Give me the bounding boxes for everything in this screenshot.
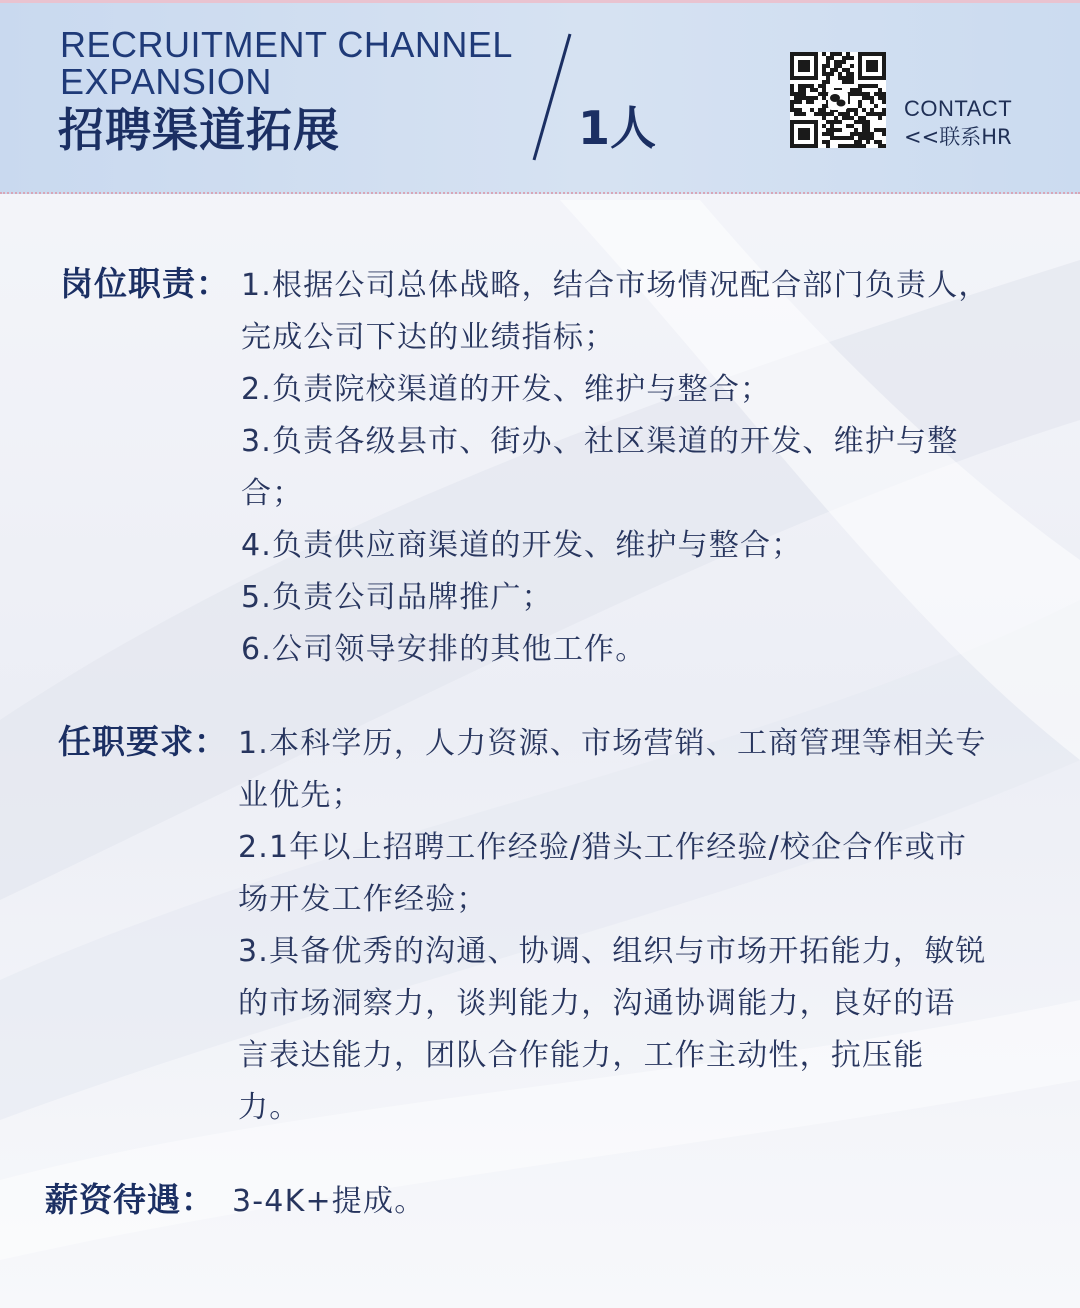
duty-line: 1.根据公司总体战略，结合市场情况配合部门负责人，	[241, 268, 990, 303]
requirements-label: 任职要求：	[58, 722, 228, 761]
header-top-accent	[0, 0, 1080, 3]
wechat-qr-code-icon	[790, 52, 886, 148]
requirement-line: 言表达能力，团队合作能力，工作主动性，抗压能	[238, 1038, 925, 1073]
salary-body	[232, 1176, 932, 1228]
duty-line: 3.负责各级县市、街办、社区渠道的开发、维护与整	[241, 424, 959, 459]
requirement-line: 业优先；	[238, 778, 363, 813]
duty-line: 合；	[241, 476, 304, 511]
duties-body	[241, 260, 1041, 676]
requirement-line: 2.1年以上招聘工作经验/猎头工作经验/校企合作或市	[238, 830, 968, 865]
english-title	[60, 26, 520, 100]
duty-line: 完成公司下达的业绩指标；	[241, 320, 616, 355]
requirements-body	[238, 718, 1038, 1134]
requirement-line: 3.具备优秀的沟通、协调、组织与市场开拓能力，敏锐	[238, 934, 987, 969]
header-banner	[0, 0, 1080, 194]
contact-label: CONTACT	[904, 96, 1013, 121]
requirement-line: 1.本科学历，人力资源、市场营销、工商管理等相关专	[238, 726, 987, 761]
english-title-line2: EXPANSION	[60, 61, 272, 102]
duties-label: 岗位职责：	[60, 264, 230, 303]
requirement-line: 场开发工作经验；	[238, 882, 488, 917]
requirement-line: 力。	[238, 1090, 301, 1125]
position-title: 招聘渠道拓展	[58, 103, 340, 157]
requirement-line: 的市场洞察力，谈判能力，沟通协调能力，良好的语	[238, 986, 956, 1021]
headcount: 1人	[578, 101, 657, 155]
salary-value: 3-4K+提成。	[232, 1184, 426, 1219]
duty-line: 2.负责院校渠道的开发、维护与整合；	[241, 372, 772, 407]
english-title-line1: RECRUITMENT CHANNEL	[60, 24, 513, 65]
duty-line: 5.负责公司品牌推广；	[241, 580, 553, 615]
salary-label: 薪资待遇：	[45, 1180, 215, 1219]
duty-line: 6.公司领导安排的其他工作。	[241, 632, 647, 667]
divider-slash	[520, 30, 580, 166]
contact-hr-label: <<联系HR	[904, 125, 1012, 149]
duty-line: 4.负责供应商渠道的开发、维护与整合；	[241, 528, 803, 563]
